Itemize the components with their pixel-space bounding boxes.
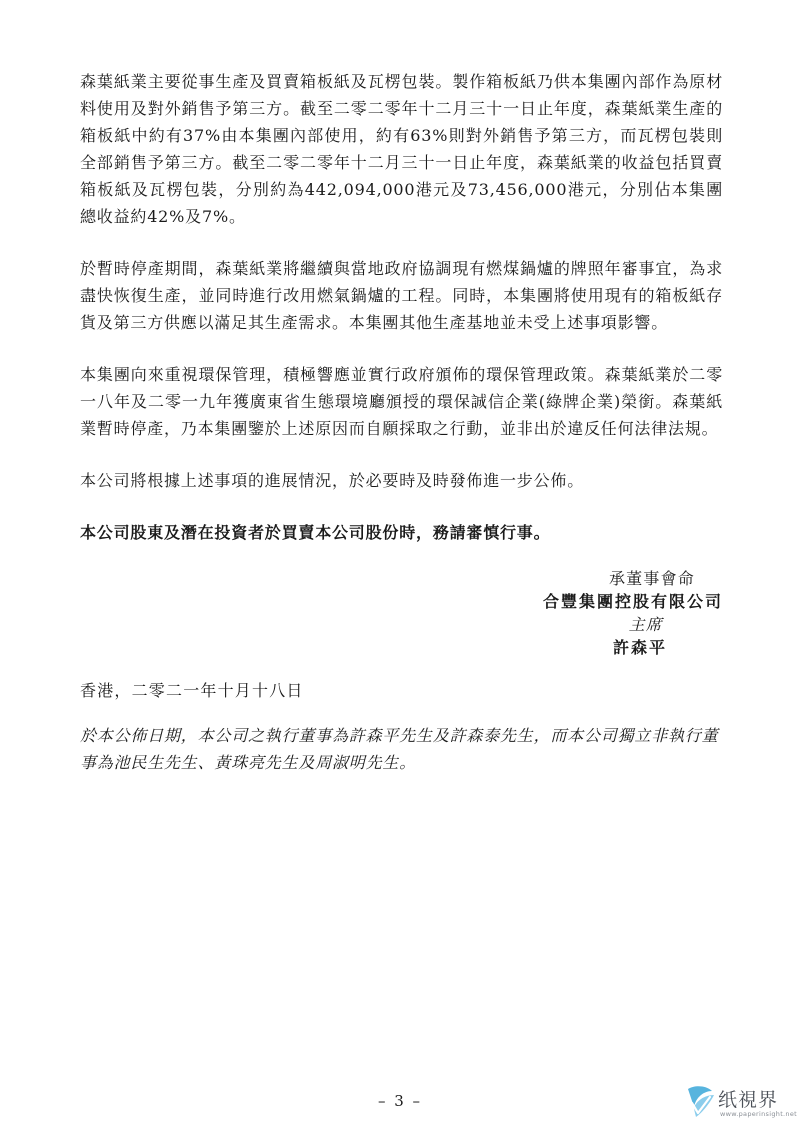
place-and-date: 香港，二零二一年十月十八日 [80, 681, 304, 700]
paragraph-business-overview: 森葉紙業主要從事生產及買賣箱板紙及瓦楞包裝。製作箱板紙乃供本集團內部作為原材料使用及對外銷售予第三方。截至二零二零年十二月三十一日止年度，森葉紙業生產的箱板紙中約有37%由本集團內部使用，約有63%則對外銷售予第三方，而瓦楞包裝則全部銷售予第三方。截至二零二零年十二月三十一日止年度，森葉紙業的收益包括買賣箱板紙及瓦楞包裝，分別約為442,094,000港元及73,456,000港元，分別佔本集團總收益約42%及7%。 [80, 72, 723, 226]
signature-by-order: 承董事會命 [608, 569, 695, 588]
signature-block [80, 567, 723, 659]
paragraph-further-announcement: 本公司將根據上述事項的進展情況，於必要時及時發佈進一步公佈。 [80, 471, 585, 490]
page-number: – 3 – [377, 1092, 423, 1110]
paperinsight-logo-icon [684, 1083, 716, 1121]
watermark-title: 纸視界 [718, 1089, 779, 1111]
paragraph-caution-notice: 本公司股東及潛在投資者於買賣本公司股份時，務請審慎行事。 [80, 523, 551, 542]
signature-title: 主席 [628, 615, 663, 634]
watermark-url: www.paperinsight.net [720, 1110, 797, 1118]
directors-note: 於本公佈日期，本公司之執行董事為許森平先生及許森泰先生，而本公司獨立非執行董事為池民生先生、黃珠亮先生及周淑明先生。 [80, 726, 719, 772]
signature-name: 許森平 [612, 638, 667, 657]
signature-company-name: 合豐集團控股有限公司 [542, 592, 723, 611]
paragraph-suspension-period: 於暫時停產期間，森葉紙業將繼續與當地政府協調現有燃煤鍋爐的牌照年審事宜，為求盡快恢復生產，並同時進行改用燃氣鍋爐的工程。同時，本集團將使用現有的箱板紙存貨及第三方供應以滿足其生產需求。本集團其他生產基地並未受上述事項影響。 [80, 259, 723, 332]
document-body [80, 68, 723, 776]
watermark [684, 1079, 797, 1125]
paragraph-environmental-policy: 本集團向來重視環保管理，積極響應並實行政府頒佈的環保管理政策。森葉紙業於二零一八年及二零一九年獲廣東省生態環境廳頒授的環保誠信企業(綠牌企業)榮銜。森葉紙業暫時停產，乃本集團鑒於上述原因而自願採取之行動，並非出於違反任何法律法規。 [80, 365, 723, 438]
